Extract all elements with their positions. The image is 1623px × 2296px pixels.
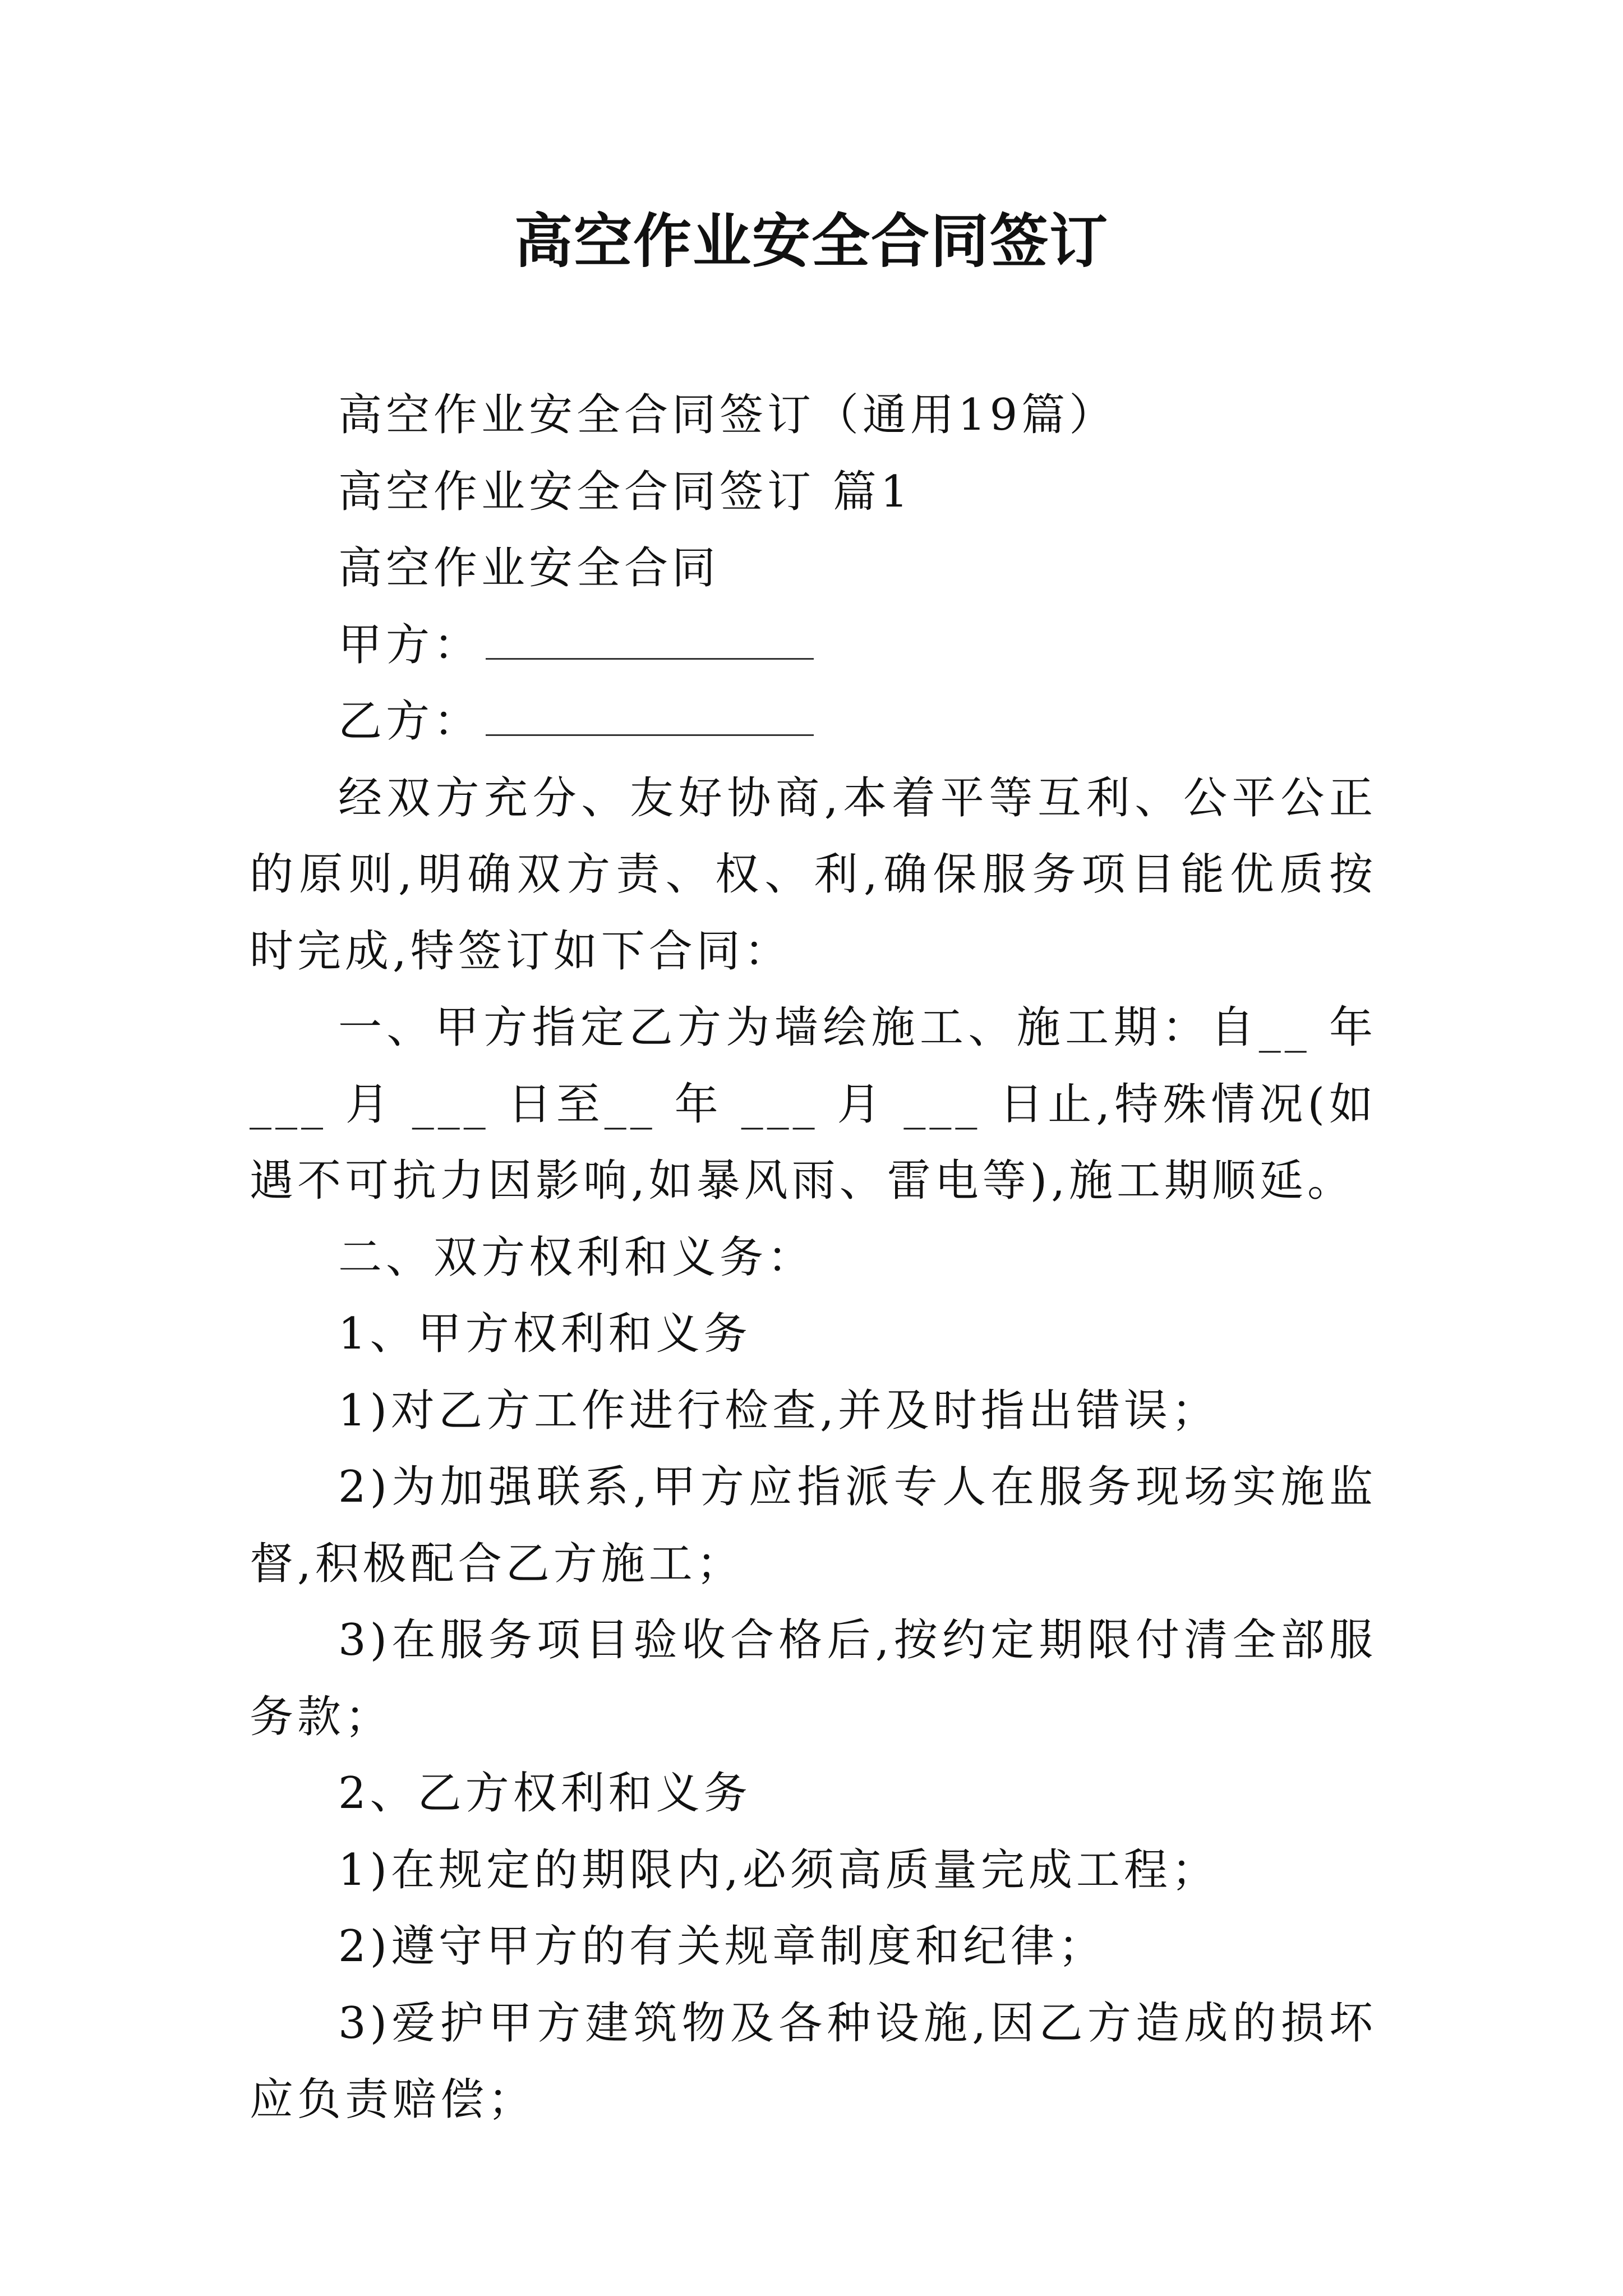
paragraph-party-b-rights: 2、乙方权利和义务 xyxy=(338,1768,751,1819)
paragraph-party-a-rights: 1、甲方权利和义务 xyxy=(338,1309,751,1359)
paragraph-preamble: 经双方充分、友好协商,本着平等互利、公平公正的原则,明确双方责、权、利,确保服务项目能优质按时完成,特签订如下合同： xyxy=(250,772,1377,977)
paragraph-section-heading: 高空作业安全合同签订 篇1 xyxy=(338,466,912,517)
party-b-line xyxy=(250,683,1377,760)
party-b-label: 乙方： xyxy=(338,696,482,747)
paragraph-a-item-1: 1)对乙方工作进行检查,并及时指出错误； xyxy=(338,1385,1219,1436)
party-a-line xyxy=(250,607,1377,684)
party-a-label: 甲方： xyxy=(338,619,482,670)
paragraph-a-item-3: 3)在服务项目验收合格后,按约定期限付清全部服务款； xyxy=(250,1615,1377,1742)
paragraph-clause-2: 二、双方权利和义务： xyxy=(338,1232,815,1283)
paragraph-b-item-2: 2)遵守甲方的有关规章制度和纪律； xyxy=(338,1921,1106,1972)
party-b-blank xyxy=(486,694,814,736)
paragraph-subtitle: 高空作业安全合同签订（通用19篇） xyxy=(338,390,1117,440)
paragraph-contract-name: 高空作业安全合同 xyxy=(338,543,720,593)
paragraph-a-item-2: 2)为加强联系,甲方应指派专人在服务现场实施监督,积极配合乙方施工； xyxy=(250,1462,1377,1589)
paragraph-b-item-3: 3)爱护甲方建筑物及各种设施,因乙方造成的损坏应负责赔偿； xyxy=(250,1998,1377,2125)
paragraph-clause-1: 一、甲方指定乙方为墙绘施工、施工期：自__ 年 ___ 月 ___ 日至__ 年 ___ 月 ___ 日止,特殊情况(如遇不可抗力因影响,如暴风雨、雷电等),施工期顺延。 xyxy=(250,1002,1377,1206)
document-title: 高空作业安全合同签订 xyxy=(514,206,1109,275)
paragraph-b-item-1: 1)在规定的期限内,必须高质量完成工程； xyxy=(338,1844,1219,1895)
party-a-blank xyxy=(486,618,814,660)
document-body xyxy=(250,377,1377,2138)
